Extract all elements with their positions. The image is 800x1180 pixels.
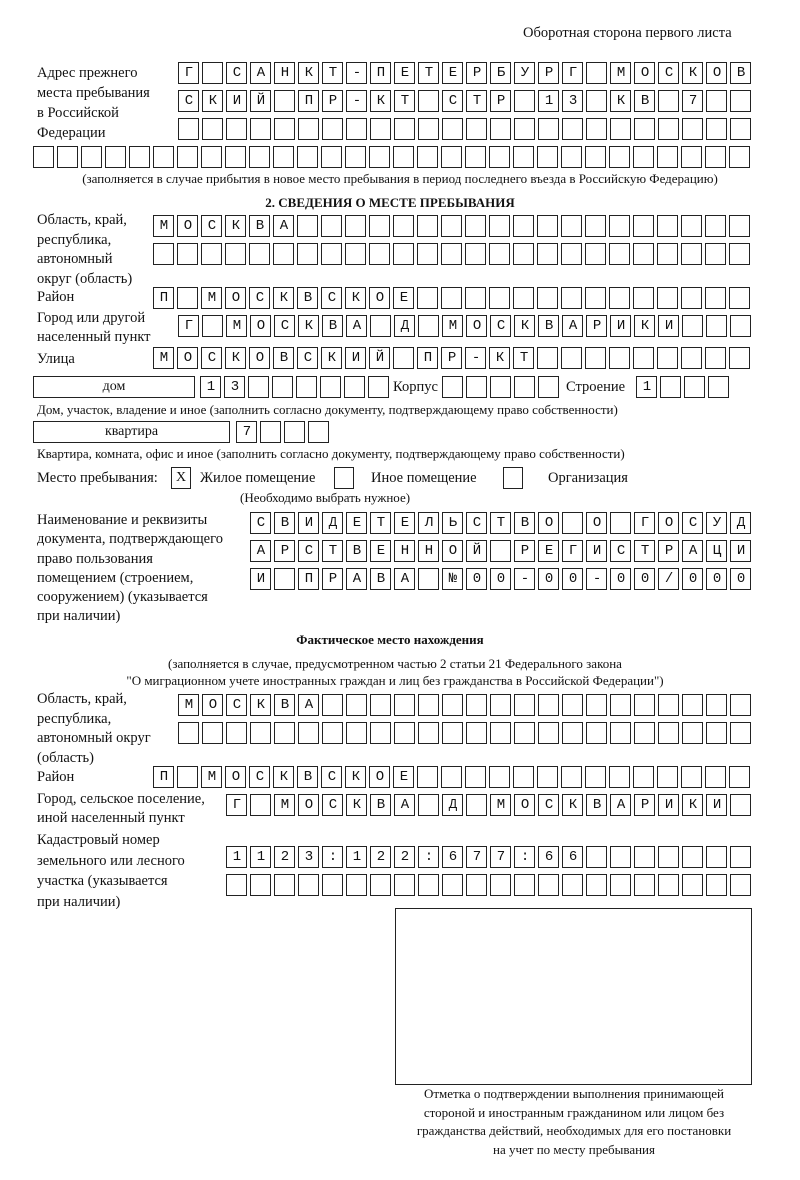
char-cell[interactable] [370,874,391,896]
char-cell[interactable] [297,243,318,265]
row-characters: МОСКОВСКИЙ ПР-КТ [159,350,544,366]
actual-region-label [37,690,151,768]
char-cell[interactable] [729,243,750,265]
char-cell[interactable] [489,146,510,168]
char-cell[interactable] [682,694,703,716]
char-cell[interactable] [538,694,559,716]
char-cell[interactable] [466,118,487,140]
char-cell[interactable] [129,146,150,168]
row-characters: П МОСКВСКОЕ [159,769,424,785]
label-line: Адрес прежнего [37,65,138,81]
char-cell[interactable] [465,766,486,788]
char-cell[interactable] [465,146,486,168]
char-cell[interactable] [489,766,510,788]
char-cell[interactable] [441,766,462,788]
row-characters: 1 [642,379,667,395]
char-cell[interactable] [633,146,654,168]
char-cell[interactable] [272,376,293,398]
label-line: при наличии) [37,893,121,910]
label-line: Кадастровый номер [37,832,160,848]
char-cell[interactable] [634,874,655,896]
prev-address-label [37,63,150,143]
char-cell[interactable] [284,421,305,443]
char-cell[interactable] [490,874,511,896]
char-cell[interactable] [442,722,463,744]
char-cell[interactable] [537,146,558,168]
char-cell[interactable] [466,874,487,896]
char-cell[interactable] [466,376,487,398]
label-line: земельного или лесного [37,852,185,869]
char-cell[interactable] [705,243,726,265]
char-cell[interactable] [537,215,558,237]
char-cell[interactable] [393,146,414,168]
char-cell[interactable] [202,118,223,140]
char-cell[interactable] [274,722,295,744]
char-cell[interactable] [729,215,750,237]
char-cell[interactable] [633,215,654,237]
char-cell[interactable] [249,146,270,168]
actual-note-2: "О миграционном учете иностранных граждан и лиц без гражданства в Российской Федерации") [126,673,664,688]
char-cell[interactable] [513,766,534,788]
label-line: право пользования [37,550,153,567]
char-cell[interactable] [585,766,606,788]
char-cell[interactable] [538,118,559,140]
char-cell[interactable] [609,347,630,369]
char-cell[interactable] [514,874,535,896]
char-cell[interactable] [514,694,535,716]
char-cell[interactable] [729,146,750,168]
char-cell[interactable] [322,118,343,140]
char-cell[interactable] [537,243,558,265]
stay-option-checkbox-other[interactable] [334,467,354,489]
char-cell[interactable] [633,287,654,309]
row-characters: 13 [206,379,255,395]
row-characters: 7 [242,424,267,440]
char-cell[interactable] [418,694,439,716]
char-cell[interactable] [273,243,294,265]
char-cell[interactable] [466,722,487,744]
char-cell[interactable] [706,694,727,716]
char-cell[interactable] [513,146,534,168]
label-line: населенный пункт [37,329,151,345]
label-line: помещением (строением, [37,569,194,586]
char-cell[interactable] [177,146,198,168]
char-cell[interactable] [657,243,678,265]
char-cell[interactable] [634,722,655,744]
char-cell[interactable] [561,766,582,788]
char-cell[interactable] [393,243,414,265]
char-cell[interactable] [489,215,510,237]
char-cell[interactable] [57,146,78,168]
char-cell[interactable] [633,243,654,265]
char-cell[interactable] [585,243,606,265]
char-cell[interactable] [682,118,703,140]
char-cell[interactable] [586,118,607,140]
char-cell[interactable] [562,118,583,140]
row-characters [178,722,185,745]
char-cell[interactable] [225,243,246,265]
char-cell[interactable] [465,287,486,309]
row-characters: И ПРАВА №00-00-00/000 [256,571,761,587]
char-cell[interactable] [561,243,582,265]
char-cell[interactable] [681,287,702,309]
char-cell[interactable] [585,146,606,168]
row-characters: П МОСКВСКОЕ [159,290,424,306]
char-cell[interactable] [585,347,606,369]
char-cell[interactable] [730,118,751,140]
char-cell[interactable] [418,118,439,140]
char-cell[interactable] [322,874,343,896]
char-cell[interactable] [561,215,582,237]
char-cell[interactable] [226,722,247,744]
label-line: Область, край, [37,691,127,707]
char-cell[interactable] [308,421,329,443]
char-cell[interactable] [345,243,366,265]
char-cell[interactable] [681,766,702,788]
region-label [37,211,132,289]
char-cell[interactable] [657,287,678,309]
char-cell[interactable] [370,722,391,744]
char-cell[interactable] [634,694,655,716]
char-cell[interactable] [729,287,750,309]
char-cell[interactable] [418,874,439,896]
label-line: (область) [37,749,94,766]
label-line: в Российской [37,105,119,121]
char-cell[interactable] [250,722,271,744]
char-cell[interactable] [394,874,415,896]
stay-option-label: Организация [548,470,628,486]
label-line: Город или другой [37,310,146,326]
char-cell[interactable] [586,722,607,744]
char-cell[interactable] [249,243,270,265]
char-cell[interactable] [538,722,559,744]
confirmation-stamp-box [395,908,752,1085]
caption-line: Отметка о подтверждении выполнения принимающей [423,1086,725,1101]
char-cell[interactable] [706,722,727,744]
char-cell[interactable] [442,694,463,716]
char-cell[interactable] [658,722,679,744]
char-cell[interactable] [345,146,366,168]
char-cell[interactable] [346,722,367,744]
label-line: места пребывания [37,85,150,101]
char-cell[interactable] [730,694,751,716]
char-cell[interactable] [201,146,222,168]
char-cell[interactable] [202,722,223,744]
char-cell[interactable] [201,243,222,265]
char-cell[interactable] [225,146,246,168]
label-line: округ (область) [37,270,133,287]
stay-option-label: Иное помещение [371,470,477,486]
caption-line: стороной и иностранным гражданином или лицом без [423,1104,725,1120]
char-cell[interactable] [274,874,295,896]
char-cell[interactable] [346,118,367,140]
char-cell[interactable] [657,215,678,237]
char-cell[interactable] [537,287,558,309]
char-cell[interactable] [705,287,726,309]
label-line: Область, край, [37,212,127,228]
label-line: автономный [37,251,113,267]
char-cell[interactable] [274,118,295,140]
char-cell[interactable] [681,146,702,168]
char-cell[interactable] [609,766,630,788]
char-cell[interactable] [562,694,583,716]
char-cell[interactable] [346,874,367,896]
char-cell[interactable] [394,722,415,744]
house-note: Дом, участок, владение и иное (заполнить согласно документу, подтверждающему право собственности) [37,402,618,417]
row-characters: Г МОСКВА Д МОСКВАРИКИ [232,797,737,813]
row-characters [226,874,233,897]
char-cell[interactable] [417,215,438,237]
row-characters [442,376,449,399]
char-cell[interactable] [609,146,630,168]
char-cell[interactable] [489,243,510,265]
char-cell[interactable] [681,347,702,369]
char-cell[interactable] [706,118,727,140]
char-cell[interactable] [706,315,727,337]
building-label: Строение [566,379,626,395]
char-cell[interactable] [586,874,607,896]
char-cell[interactable] [298,118,319,140]
char-cell[interactable] [105,146,126,168]
char-cell[interactable] [490,722,511,744]
char-cell[interactable] [514,722,535,744]
char-cell[interactable] [609,287,630,309]
char-cell[interactable] [562,722,583,744]
row-characters: Г МОСКВА Д МОСКВАРИКИ [184,318,689,334]
char-cell[interactable] [705,347,726,369]
char-cell[interactable] [634,118,655,140]
char-cell[interactable] [586,694,607,716]
row-characters [153,243,160,266]
char-cell[interactable] [562,874,583,896]
row-characters: МОСКВА [159,218,304,234]
char-cell[interactable] [610,722,631,744]
char-cell[interactable] [345,215,366,237]
char-cell[interactable] [561,347,582,369]
char-cell[interactable] [250,874,271,896]
char-cell[interactable] [370,694,391,716]
char-cell[interactable] [708,376,729,398]
char-cell[interactable] [81,146,102,168]
caption-line: гражданства действий, необходимых для его постановки [416,1123,732,1138]
char-cell[interactable] [730,846,751,868]
actual-note-1: (заполняется в случае, предусмотренном частью 2 статьи 21 Федерального закона [168,656,622,671]
char-cell[interactable] [418,722,439,744]
char-cell[interactable] [417,146,438,168]
char-cell[interactable] [561,287,582,309]
char-cell[interactable] [684,376,705,398]
char-cell[interactable] [442,118,463,140]
char-cell[interactable] [657,766,678,788]
actual-city-label [37,790,205,828]
char-cell[interactable] [369,215,390,237]
char-cell[interactable] [346,694,367,716]
char-cell[interactable] [609,215,630,237]
char-cell[interactable] [610,118,631,140]
char-cell[interactable] [705,215,726,237]
char-cell[interactable] [177,243,198,265]
char-cell[interactable] [322,722,343,744]
cadastre-label [37,830,185,912]
char-cell[interactable] [730,874,751,896]
label-line: сооружением) (указывается [37,589,208,606]
char-cell[interactable] [634,846,655,868]
char-cell[interactable] [682,846,703,868]
char-cell[interactable] [705,766,726,788]
row-characters: АРСТВЕННОЙ РЕГИСТРАЦИ [256,543,761,559]
char-cell[interactable] [514,376,535,398]
char-cell[interactable] [153,146,174,168]
label-line: Федерации [37,125,106,141]
char-cell[interactable] [730,722,751,744]
char-cell[interactable] [369,146,390,168]
label-line: республика, [37,231,112,248]
char-cell[interactable] [561,146,582,168]
prev-address-note: (заполняется в случае прибытия в новое место пребывания в период последнего въезда в Российскую Федерацию) [82,171,718,186]
char-cell[interactable] [297,146,318,168]
flat-type-field[interactable]: квартира [33,421,230,443]
label-line: Город, сельское поселение, [37,791,205,807]
char-cell[interactable] [320,376,341,398]
char-cell[interactable] [393,215,414,237]
char-cell[interactable] [610,874,631,896]
house-type-field[interactable]: дом [33,376,195,398]
char-cell[interactable] [490,376,511,398]
char-cell[interactable] [465,243,486,265]
char-cell[interactable] [296,376,317,398]
char-cell[interactable] [706,846,727,868]
char-cell[interactable] [226,118,247,140]
char-cell[interactable] [513,215,534,237]
char-cell[interactable] [585,287,606,309]
label-line: при наличии) [37,608,121,625]
char-cell[interactable] [658,874,679,896]
char-cell[interactable] [610,846,631,868]
char-cell[interactable] [657,146,678,168]
char-cell[interactable] [657,347,678,369]
char-cell[interactable] [706,874,727,896]
actual-location-title: Фактическое место нахождения [296,632,484,647]
char-cell[interactable] [633,766,654,788]
stay-label: Место пребывания: [37,470,158,486]
label-line: Наименование и реквизиты [37,512,208,528]
char-cell[interactable] [705,146,726,168]
char-cell[interactable] [394,694,415,716]
char-cell[interactable] [681,243,702,265]
label-line: иной населенный пункт [37,810,185,826]
char-cell[interactable] [298,722,319,744]
char-cell[interactable] [344,376,365,398]
char-cell[interactable] [609,243,630,265]
char-cell[interactable] [538,376,559,398]
row-characters [33,146,40,169]
char-cell[interactable] [610,694,631,716]
char-cell[interactable] [490,118,511,140]
section-2-title: 2. СВЕДЕНИЯ О МЕСТЕ ПРЕБЫВАНИЯ [265,195,515,210]
stay-option-checkbox-residential[interactable]: X [171,467,191,489]
char-cell[interactable] [368,376,389,398]
char-cell[interactable] [658,846,679,868]
char-cell[interactable] [682,874,703,896]
label-line: документа, подтверждающего [37,531,223,548]
street-label: Улица [37,351,75,367]
char-cell[interactable] [321,146,342,168]
char-cell[interactable] [441,243,462,265]
label-line: участка (указывается [37,873,168,889]
char-cell[interactable] [442,874,463,896]
char-cell[interactable] [273,146,294,168]
char-cell[interactable] [658,694,679,716]
page-side-label: Оборотная сторона первого листа [523,25,732,41]
row-characters: Г САНКТ-ПЕТЕРБУРГ МОСКОВ [184,65,761,81]
char-cell[interactable] [658,118,679,140]
row-characters: МОСКВА [184,697,329,713]
char-cell[interactable] [537,766,558,788]
row-characters [178,118,185,141]
row-characters: СВИДЕТЕЛЬСТВО О ГОСУД [256,515,761,531]
char-cell[interactable] [489,287,510,309]
char-cell[interactable] [441,146,462,168]
flat-note: Квартира, комната, офис и иное (заполнить согласно документу, подтверждающему право собственности) [37,446,625,461]
char-cell[interactable] [466,694,487,716]
char-cell[interactable] [321,243,342,265]
char-cell[interactable] [417,243,438,265]
char-cell[interactable] [729,766,750,788]
confirmation-caption [395,1085,753,1159]
char-cell[interactable] [465,215,486,237]
char-cell[interactable] [441,287,462,309]
char-cell[interactable] [682,722,703,744]
char-cell[interactable] [585,215,606,237]
char-cell[interactable] [513,287,534,309]
actual-district-label: Район [37,769,75,785]
char-cell[interactable] [633,347,654,369]
char-cell[interactable] [394,118,415,140]
char-cell[interactable] [441,215,462,237]
caption-line: на учет по месту пребывания [493,1141,655,1157]
row-characters: 1123:122:677:66 [232,849,593,865]
char-cell[interactable] [729,347,750,369]
char-cell[interactable] [514,118,535,140]
korpus-label: Корпус [393,379,438,395]
district-label: Район [37,289,75,305]
stay-option-checkbox-organization[interactable] [503,467,523,489]
char-cell[interactable] [250,118,271,140]
char-cell[interactable] [730,315,751,337]
stay-note: (Необходимо выбрать нужное) [240,490,411,505]
char-cell[interactable] [538,874,559,896]
label-line: автономный округ [37,730,151,746]
char-cell[interactable] [370,118,391,140]
char-cell[interactable] [513,243,534,265]
char-cell[interactable] [321,215,342,237]
char-cell[interactable] [490,694,511,716]
char-cell[interactable] [681,215,702,237]
char-cell[interactable] [298,874,319,896]
document-label [37,511,223,627]
stay-option-label: Жилое помещение [200,470,316,486]
char-cell[interactable] [369,243,390,265]
city-label [37,309,151,347]
row-characters: СКИЙ ПР-КТ СТР 13 КВ 7 [184,93,761,109]
label-line: республика, [37,710,112,727]
